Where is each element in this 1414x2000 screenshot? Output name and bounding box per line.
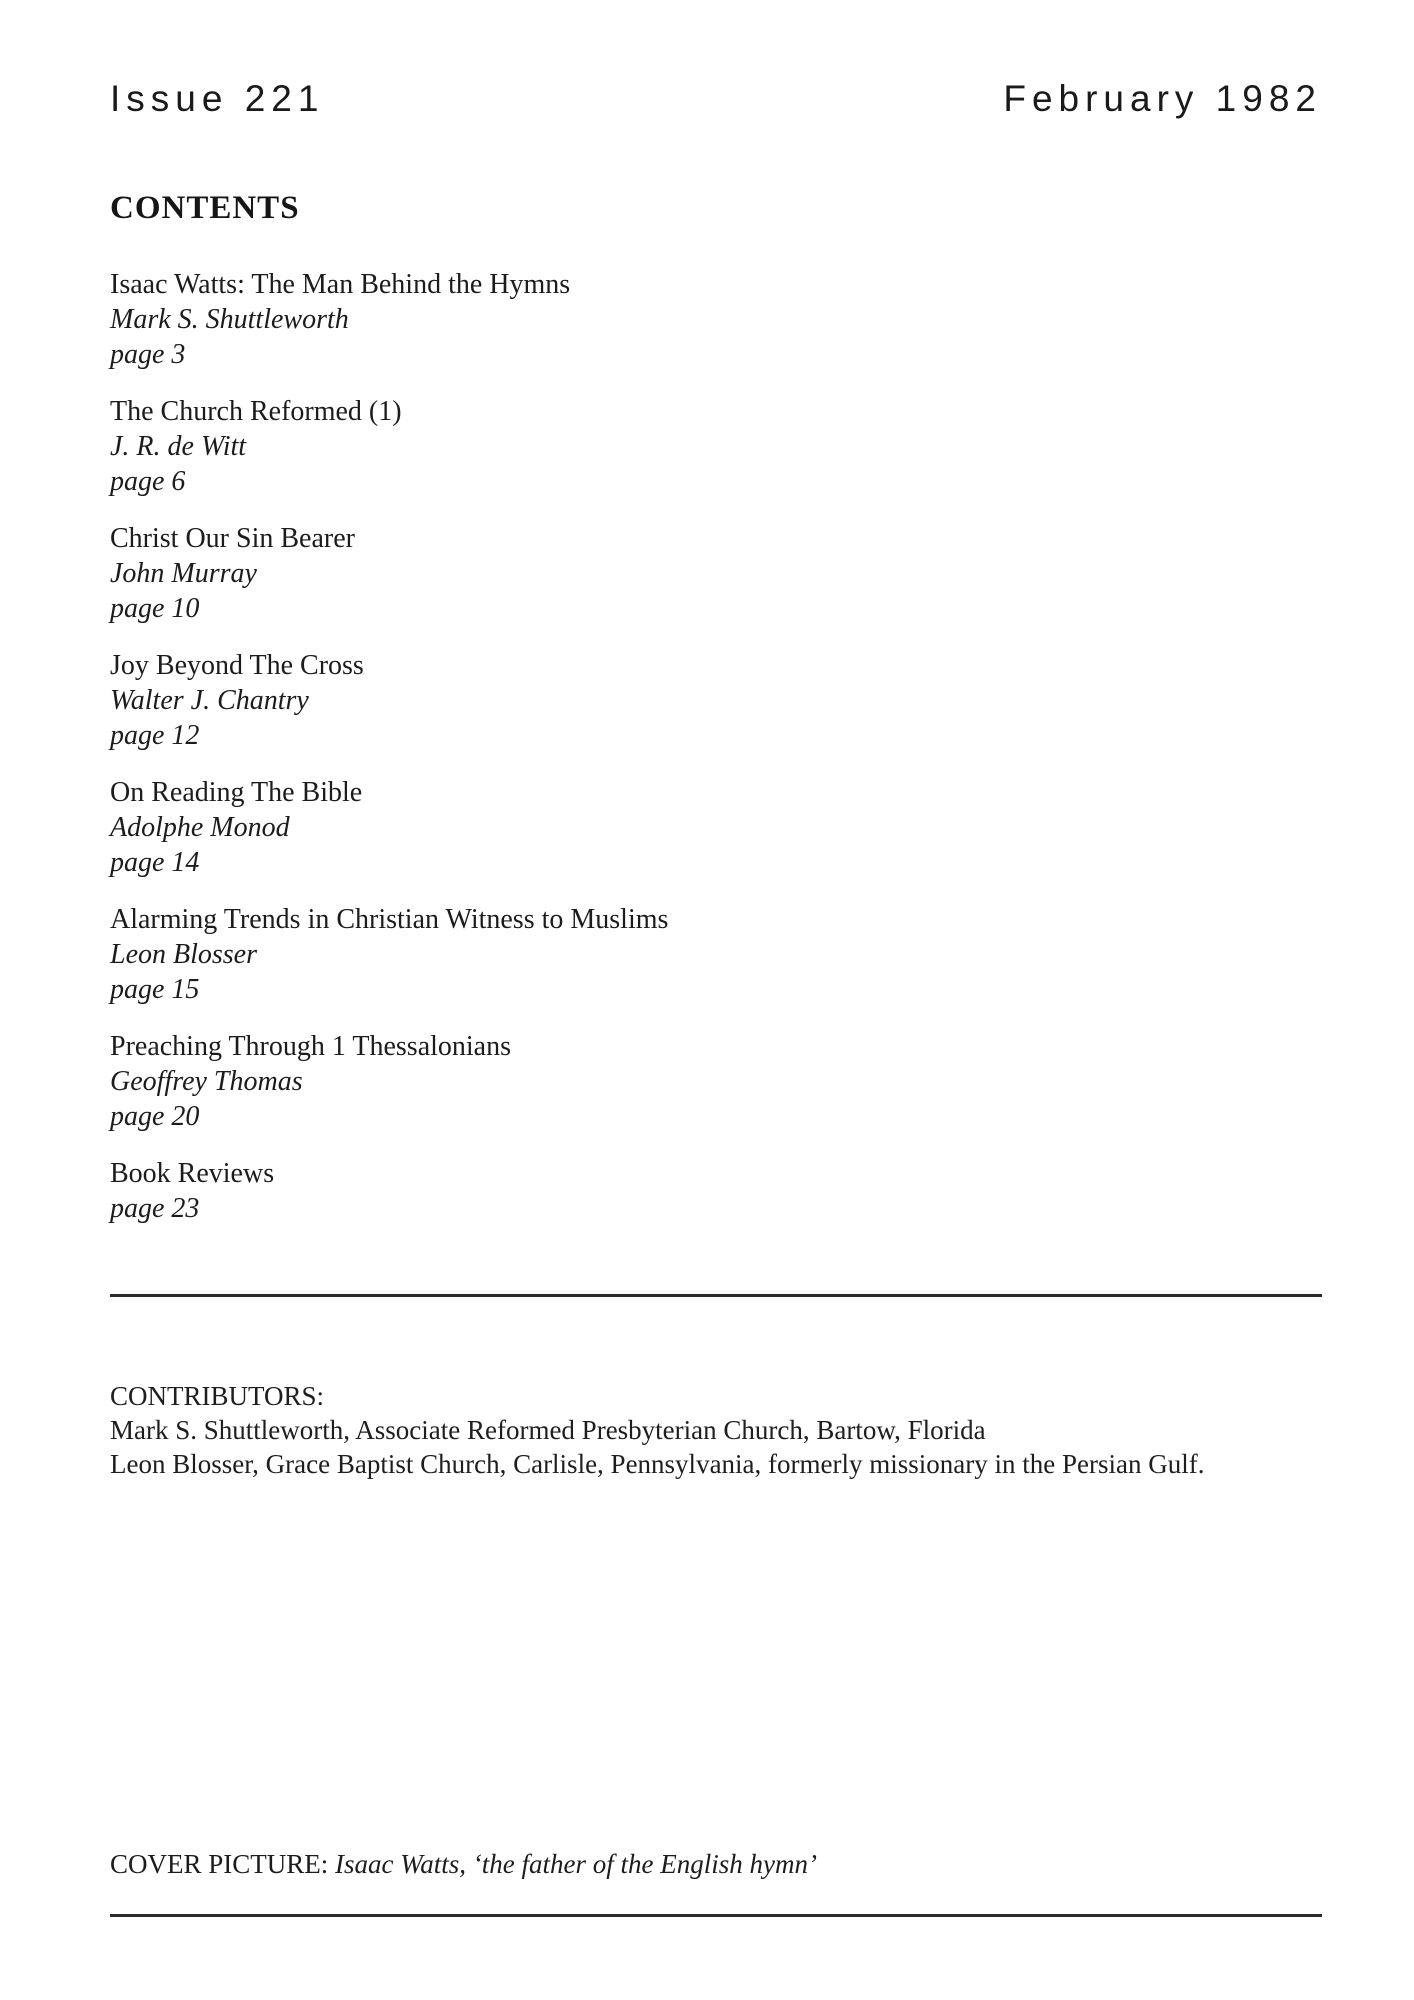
article-page: page 15 <box>110 974 200 1005</box>
article-author: Geoffrey Thomas <box>110 1066 303 1097</box>
article-page: page 6 <box>110 466 186 497</box>
cover-picture-caption: Isaac Watts, ‘the father of the English hymn’ <box>335 1849 817 1879</box>
article-title: On Reading The Bible <box>110 777 363 808</box>
toc-entry <box>110 394 1322 499</box>
article-author: Walter J. Chantry <box>110 685 309 716</box>
toc-entries <box>110 267 1322 1226</box>
article-author: J. R. de Witt <box>110 431 247 462</box>
article-title: Joy Beyond The Cross <box>110 650 364 681</box>
contributor-line: Mark S. Shuttleworth, Associate Reformed Presbyterian Church, Bartow, Florida <box>110 1415 986 1445</box>
bottom-rule <box>110 1914 1322 1917</box>
article-title: Book Reviews <box>110 1158 275 1189</box>
article-author: Adolphe Monod <box>110 812 290 843</box>
contributors-section <box>110 1379 1322 1481</box>
article-title: The Church Reformed (1) <box>110 396 402 427</box>
cover-picture-label: COVER PICTURE: <box>110 1849 329 1879</box>
article-author: John Murray <box>110 558 257 589</box>
issue-date: February 1982 <box>1003 78 1322 119</box>
article-page: page 20 <box>110 1101 200 1132</box>
cover-picture-note <box>110 1849 1322 1880</box>
article-page: page 23 <box>110 1193 200 1224</box>
toc-entry <box>110 1156 1322 1226</box>
toc-entry <box>110 521 1322 626</box>
article-title: Isaac Watts: The Man Behind the Hymns <box>110 269 571 300</box>
toc-entry <box>110 267 1322 372</box>
toc-entry <box>110 1029 1322 1134</box>
contents-heading: CONTENTS <box>110 190 300 226</box>
issue-number: Issue 221 <box>110 78 325 119</box>
toc-entry <box>110 648 1322 753</box>
article-title: Alarming Trends in Christian Witness to Muslims <box>110 904 669 935</box>
page-header <box>110 78 1322 120</box>
toc-entry <box>110 775 1322 880</box>
toc-entry <box>110 902 1322 1007</box>
article-title: Preaching Through 1 Thessalonians <box>110 1031 512 1062</box>
divider-rule <box>110 1294 1322 1297</box>
article-author: Mark S. Shuttleworth <box>110 304 349 335</box>
contributor-line: Leon Blosser, Grace Baptist Church, Carlisle, Pennsylvania, formerly missionary in the Persian Gulf. <box>110 1449 1205 1479</box>
contributors-heading: CONTRIBUTORS: <box>110 1381 325 1411</box>
article-author: Leon Blosser <box>110 939 257 970</box>
article-page: page 12 <box>110 720 200 751</box>
article-page: page 14 <box>110 847 200 878</box>
article-page: page 10 <box>110 593 200 624</box>
article-title: Christ Our Sin Bearer <box>110 523 355 554</box>
article-page: page 3 <box>110 339 186 370</box>
